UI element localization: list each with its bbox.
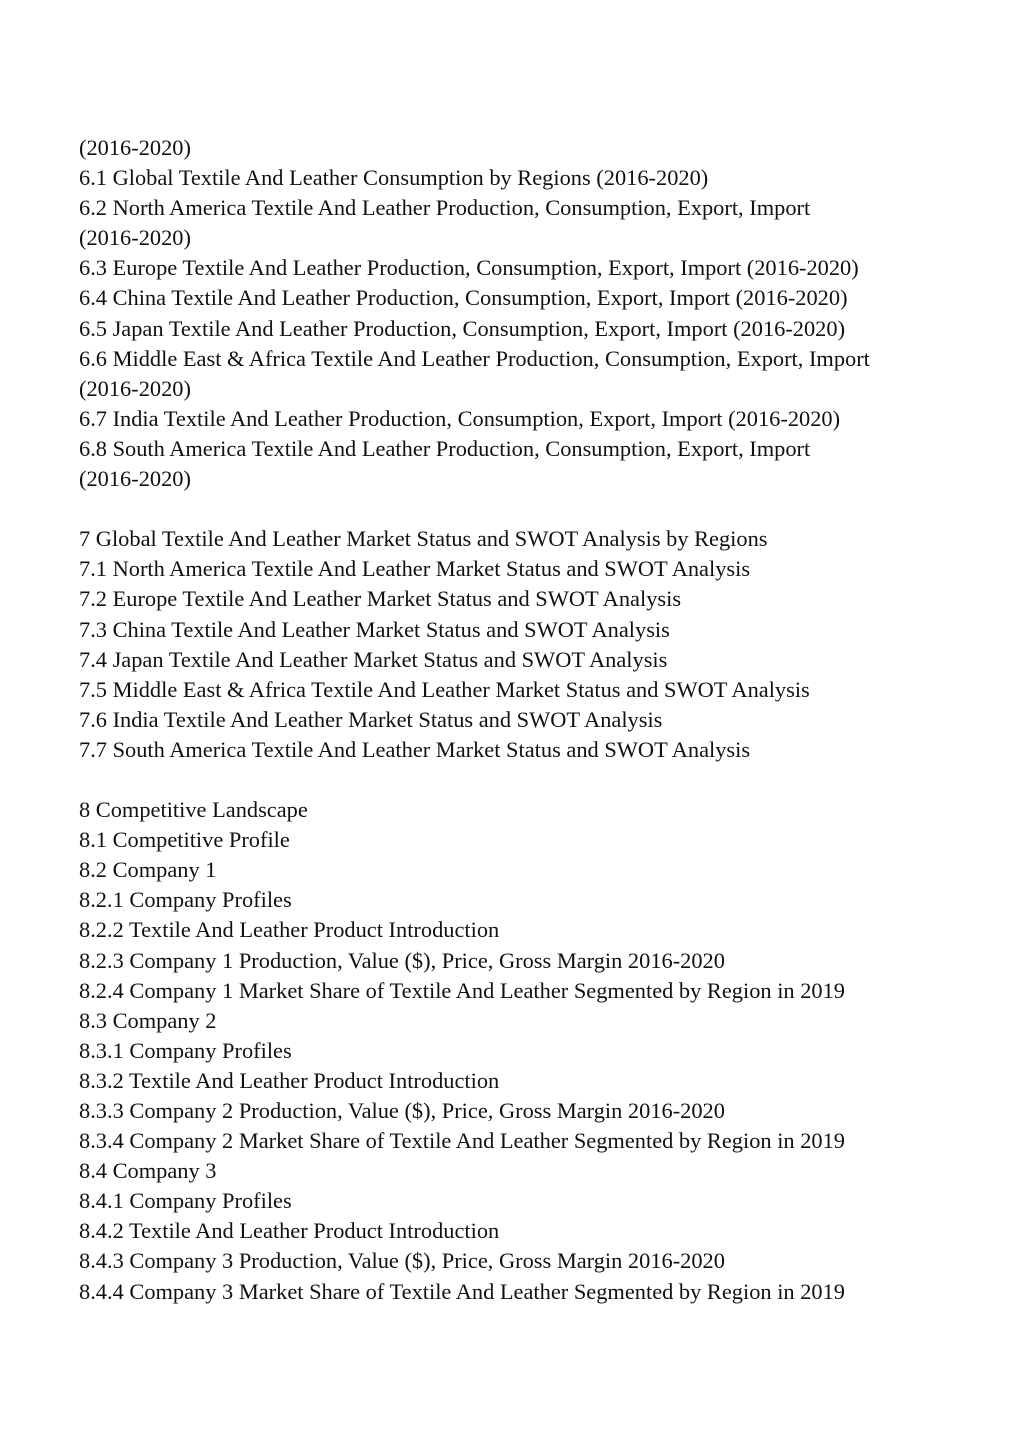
toc-line: 8.3 Company 2 — [79, 1007, 217, 1033]
toc-line: 8.2.4 Company 1 Market Share of Textile And Leather Segmented by Region in 2019 — [79, 977, 845, 1003]
toc-line: 6.8 South America Textile And Leather Production, Consumption, Export, Import — [79, 435, 811, 461]
toc-line: 6.2 North America Textile And Leather Production, Consumption, Export, Import — [79, 195, 811, 221]
toc-line: 8.2.1 Company Profiles — [79, 887, 292, 913]
toc-line: 7.6 India Textile And Leather Market Status and SWOT Analysis — [79, 706, 663, 732]
toc-line: (2016-2020) — [79, 375, 191, 401]
toc-line: 6.1 Global Textile And Leather Consumption by Regions (2016-2020) — [79, 165, 709, 191]
toc-line: (2016-2020) — [79, 135, 191, 160]
toc-line: 8.4.4 Company 3 Market Share of Textile And Leather Segmented by Region in 2019 — [79, 1278, 845, 1304]
toc-line: 7.1 North America Textile And Leather Market Status and SWOT Analysis — [79, 556, 751, 582]
toc-line: 7.3 China Textile And Leather Market Status and SWOT Analysis — [79, 616, 670, 642]
toc-line: 8.4 Company 3 — [79, 1158, 217, 1184]
section-spacer — [79, 494, 979, 524]
toc-line: 8.3.1 Company Profiles — [79, 1037, 292, 1063]
toc-line: 8.4.3 Company 3 Production, Value ($), Price, Gross Margin 2016-2020 — [79, 1248, 725, 1274]
toc-section-6 — [79, 133, 979, 494]
toc-line: 8.1 Competitive Profile — [79, 827, 290, 853]
toc-line: 8.2.2 Textile And Leather Product Introduction — [79, 917, 500, 943]
section-spacer — [79, 765, 979, 795]
toc-line: 7.4 Japan Textile And Leather Market Status and SWOT Analysis — [79, 646, 668, 672]
toc-line: 8.2.3 Company 1 Production, Value ($), Price, Gross Margin 2016-2020 — [79, 947, 725, 973]
toc-line: 6.3 Europe Textile And Leather Production, Consumption, Export, Import (2016-2020) — [79, 255, 859, 281]
toc-line: 6.7 India Textile And Leather Production, Consumption, Export, Import (2016-2020) — [79, 405, 841, 431]
table-of-contents — [79, 133, 979, 1307]
toc-line: 7 Global Textile And Leather Market Status and SWOT Analysis by Regions — [79, 526, 768, 552]
toc-line: 8.3.2 Textile And Leather Product Introduction — [79, 1067, 500, 1093]
toc-line: 8.4.1 Company Profiles — [79, 1188, 292, 1214]
toc-line: 6.4 China Textile And Leather Production, Consumption, Export, Import (2016-2020) — [79, 285, 848, 311]
toc-section-7 — [79, 524, 979, 765]
toc-line: 6.6 Middle East & Africa Textile And Leather Production, Consumption, Export, Import — [79, 345, 870, 371]
toc-line: 7.5 Middle East & Africa Textile And Leather Market Status and SWOT Analysis — [79, 676, 810, 702]
toc-line: 8.3.4 Company 2 Market Share of Textile And Leather Segmented by Region in 2019 — [79, 1128, 845, 1154]
toc-section-8 — [79, 795, 979, 1307]
toc-line: 6.5 Japan Textile And Leather Production, Consumption, Export, Import (2016-2020) — [79, 315, 846, 341]
toc-line: 8.4.2 Textile And Leather Product Introduction — [79, 1218, 500, 1244]
toc-line: 8 Competitive Landscape — [79, 797, 308, 823]
toc-line: 8.2 Company 1 — [79, 857, 217, 883]
toc-line: (2016-2020) — [79, 466, 191, 492]
toc-line: 7.2 Europe Textile And Leather Market Status and SWOT Analysis — [79, 586, 682, 612]
toc-line: 7.7 South America Textile And Leather Market Status and SWOT Analysis — [79, 736, 751, 762]
toc-line: (2016-2020) — [79, 225, 191, 251]
toc-line: 8.3.3 Company 2 Production, Value ($), Price, Gross Margin 2016-2020 — [79, 1098, 725, 1123]
